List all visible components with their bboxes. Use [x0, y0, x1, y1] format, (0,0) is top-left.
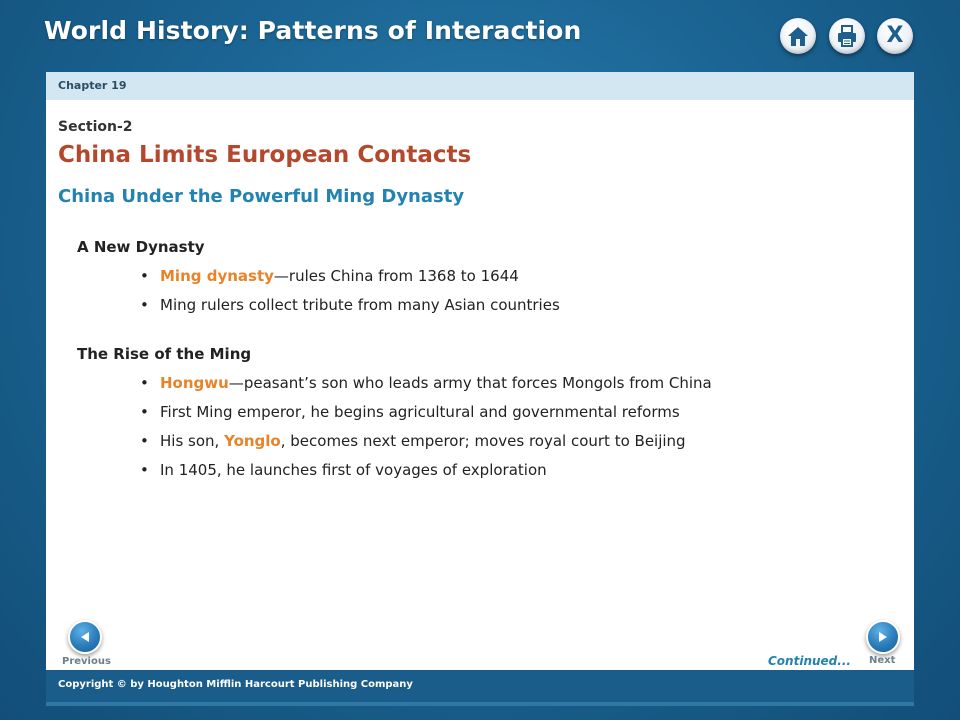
- bullet-text: , becomes next emperor; moves royal court to Beijing: [280, 432, 686, 450]
- bullet-item: [140, 374, 712, 392]
- bullet-marker: •: [140, 296, 149, 314]
- key-term: Yonglo: [224, 432, 281, 450]
- bullet-text: His son,: [160, 432, 225, 450]
- close-icon: X: [886, 23, 904, 48]
- continued-label: Continued...: [768, 654, 851, 668]
- bullet-item: [140, 296, 560, 314]
- bullet-item: [140, 432, 686, 450]
- bullet-item: [140, 461, 547, 479]
- footer-stripe: [46, 702, 914, 706]
- chapter-bar: [46, 72, 914, 100]
- previous-label[interactable]: Previous: [62, 656, 111, 667]
- bullet-item: [140, 267, 519, 285]
- copyright-text: Copyright © by Houghton Mifflin Harcourt Publishing Company: [58, 679, 413, 690]
- section-label: Section-2: [58, 119, 133, 135]
- close-button[interactable]: [877, 18, 913, 54]
- section-title: China Limits European Contacts: [58, 142, 472, 168]
- next-button[interactable]: [866, 620, 900, 654]
- footer-bar: [46, 670, 914, 702]
- bullet-marker: •: [140, 461, 149, 479]
- arrow-right-icon: [876, 630, 890, 644]
- key-term: Ming dynasty: [160, 267, 274, 285]
- home-icon: [786, 24, 810, 48]
- app-title: World History: Patterns of Interaction: [44, 16, 582, 45]
- slide-content: [46, 72, 914, 670]
- bullet-text: Ming rulers collect tribute from many Asian countries: [160, 296, 560, 314]
- bullet-marker: •: [140, 267, 149, 285]
- home-button[interactable]: [780, 18, 816, 54]
- bullet-marker: •: [140, 403, 149, 421]
- key-term: Hongwu: [160, 374, 229, 392]
- next-label[interactable]: Next: [869, 655, 896, 666]
- chapter-label: Chapter 19: [58, 79, 127, 92]
- bullet-marker: •: [140, 432, 149, 450]
- arrow-left-icon: [78, 630, 92, 644]
- print-button[interactable]: [829, 18, 865, 54]
- printer-icon: [835, 24, 859, 48]
- bullet-text: —peasant’s son who leads army that forces Mongols from China: [228, 374, 712, 392]
- bullet-text: —rules China from 1368 to 1644: [273, 267, 519, 285]
- bullet-item: [140, 403, 680, 421]
- bullet-marker: •: [140, 374, 149, 392]
- topic-heading: The Rise of the Ming: [77, 345, 252, 363]
- bullet-text: First Ming emperor, he begins agricultural and governmental reforms: [160, 403, 680, 421]
- section-subtitle: China Under the Powerful Ming Dynasty: [58, 186, 465, 207]
- previous-button[interactable]: [68, 620, 102, 654]
- topic-heading: A New Dynasty: [77, 238, 205, 256]
- bullet-text: In 1405, he launches first of voyages of exploration: [160, 461, 547, 479]
